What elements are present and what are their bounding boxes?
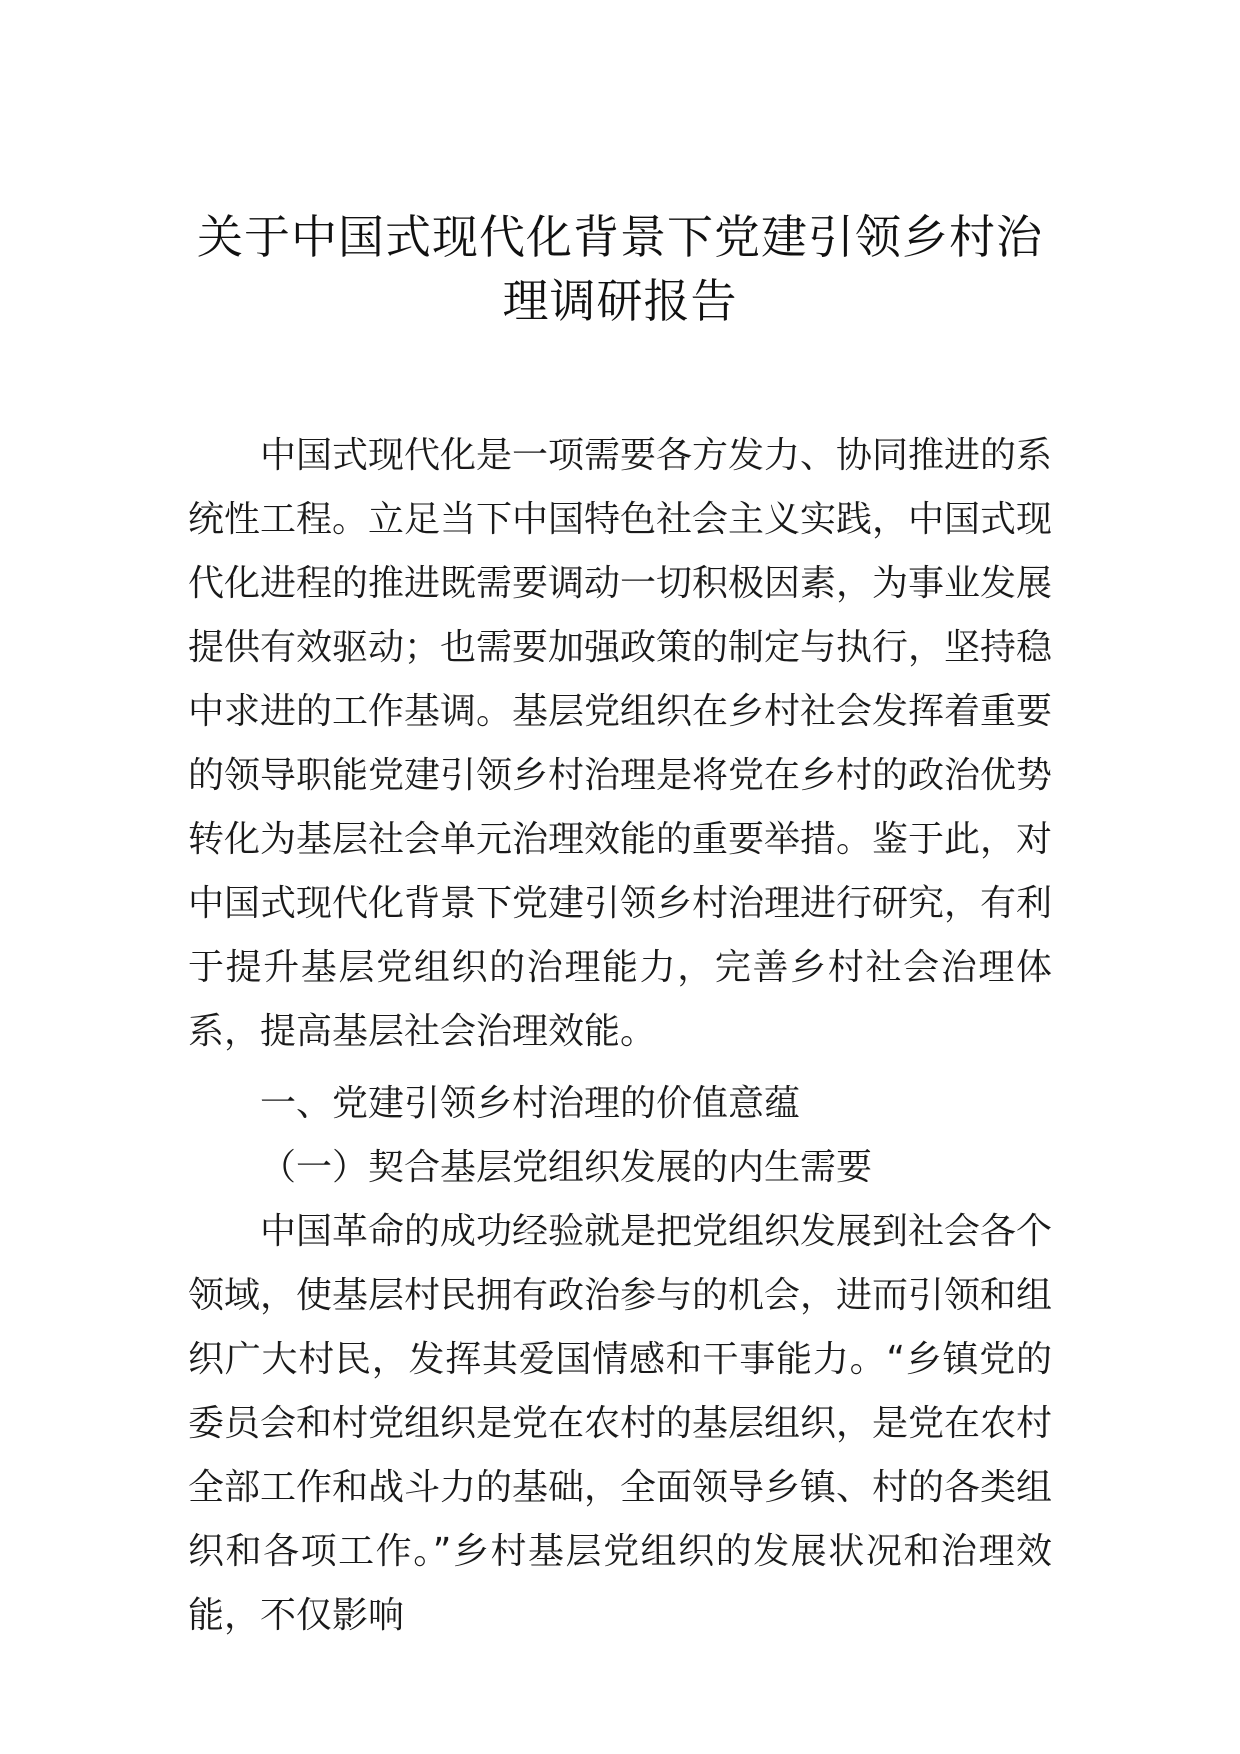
body-paragraph: 中国革命的成功经验就是把党组织发展到社会各个领域，使基层村民拥有政治参与的机会，进而引领和组织广大村民，发挥其爱国情感和干事能力。“乡镇党的委员会和村党组织是党在农村的基层组织，是党在农村全部工作和战斗力的基础，全面领导乡镇、村的各类组织和各项工作。”乡村基层党组织的发展状况和治理效能，不仅影响 — [188, 1211, 1052, 1636]
document-title: 关于中国式现代化背景下党建引领乡村治理调研报告 — [197, 210, 1043, 328]
section-heading: 一、党建引领乡村治理的价值意蕴 — [260, 1083, 801, 1124]
intro-paragraph: 中国式现代化是一项需要各方发力、协同推进的系统性工程。立足当下中国特色社会主义实践，中国式现代化进程的推进既需要调动一切积极因素，为事业发展提供有效驱动；也需要加强政策的制定与执行，坚持稳中求进的工作基调。基层党组织在乡村社会发挥着重要的领导职能党建引领乡村治理是将党在乡村的政治优势转化为基层社会单元治理效能的重要举措。鉴于此，对中国式现代化背景下党建引领乡村治理进行研究，有利于提升基层党组织的治理能力，完善乡村社会治理体系，提高基层社会治理效能。 — [188, 435, 1053, 1052]
subsection-heading: （一）契合基层党组织发展的内生需要 — [260, 1147, 873, 1188]
